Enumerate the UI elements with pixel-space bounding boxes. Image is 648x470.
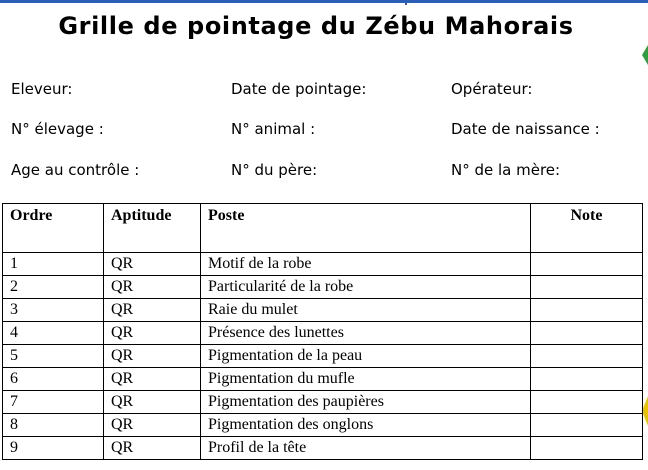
cell-note — [531, 322, 643, 345]
cell-aptitude: QR — [104, 368, 201, 391]
cell-ordre: 5 — [3, 345, 104, 368]
table-row — [3, 322, 643, 345]
field-num-elevage: N° élevage : — [11, 120, 104, 138]
scoring-table — [2, 203, 643, 460]
table-row — [3, 414, 643, 437]
cell-note — [531, 391, 643, 414]
cell-ordre: 7 — [3, 391, 104, 414]
field-num-pere: N° du père: — [231, 161, 318, 179]
cell-ordre: 4 — [3, 322, 104, 345]
cell-poste: Particularité de la robe — [201, 276, 531, 299]
header-ordre: Ordre — [3, 204, 104, 253]
field-eleveur: Eleveur: — [11, 80, 73, 98]
cell-note — [531, 276, 643, 299]
header-rule — [0, 0, 648, 3]
cell-note — [531, 437, 643, 460]
cell-ordre: 1 — [3, 253, 104, 276]
cell-note — [531, 368, 643, 391]
cell-ordre: 9 — [3, 437, 104, 460]
page-title: Grille de pointage du Zébu Mahorais — [58, 12, 574, 40]
header-note: Note — [531, 204, 643, 253]
table-header-row — [3, 204, 643, 253]
table-row — [3, 437, 643, 460]
logo-fragment-green — [642, 45, 648, 65]
cell-aptitude: QR — [104, 391, 201, 414]
field-date-naissance: Date de naissance : — [451, 120, 600, 138]
table-row — [3, 391, 643, 414]
cell-poste: Pigmentation de la peau — [201, 345, 531, 368]
field-num-animal: N° animal : — [231, 120, 316, 138]
cell-ordre: 6 — [3, 368, 104, 391]
table-row — [3, 253, 643, 276]
cell-poste: Pigmentation des onglons — [201, 414, 531, 437]
cell-aptitude: QR — [104, 276, 201, 299]
field-num-mere: N° de la mère: — [451, 161, 561, 179]
cell-poste: Pigmentation des paupières — [201, 391, 531, 414]
cell-aptitude: QR — [104, 299, 201, 322]
header-poste: Poste — [201, 204, 531, 253]
cell-note — [531, 345, 643, 368]
table-row — [3, 345, 643, 368]
cell-poste: Motif de la robe — [201, 253, 531, 276]
cell-poste: Présence des lunettes — [201, 322, 531, 345]
cell-ordre: 8 — [3, 414, 104, 437]
header-aptitude: Aptitude — [104, 204, 201, 253]
cell-poste: Pigmentation du mufle — [201, 368, 531, 391]
cell-note — [531, 414, 643, 437]
cell-aptitude: QR — [104, 253, 201, 276]
cell-note — [531, 253, 643, 276]
cell-aptitude: QR — [104, 437, 201, 460]
table-row — [3, 299, 643, 322]
field-age-controle: Age au contrôle : — [11, 161, 140, 179]
cell-poste: Raie du mulet — [201, 299, 531, 322]
field-date-pointage: Date de pointage: — [231, 80, 367, 98]
cell-aptitude: QR — [104, 322, 201, 345]
cell-note — [531, 299, 643, 322]
cell-aptitude: QR — [104, 345, 201, 368]
table-row — [3, 276, 643, 299]
cell-ordre: 3 — [3, 299, 104, 322]
cell-aptitude: QR — [104, 414, 201, 437]
cell-ordre: 2 — [3, 276, 104, 299]
header-rule-tick — [405, 0, 407, 5]
table-row — [3, 368, 643, 391]
cell-poste: Profil de la tête — [201, 437, 531, 460]
field-operateur: Opérateur: — [451, 80, 533, 98]
